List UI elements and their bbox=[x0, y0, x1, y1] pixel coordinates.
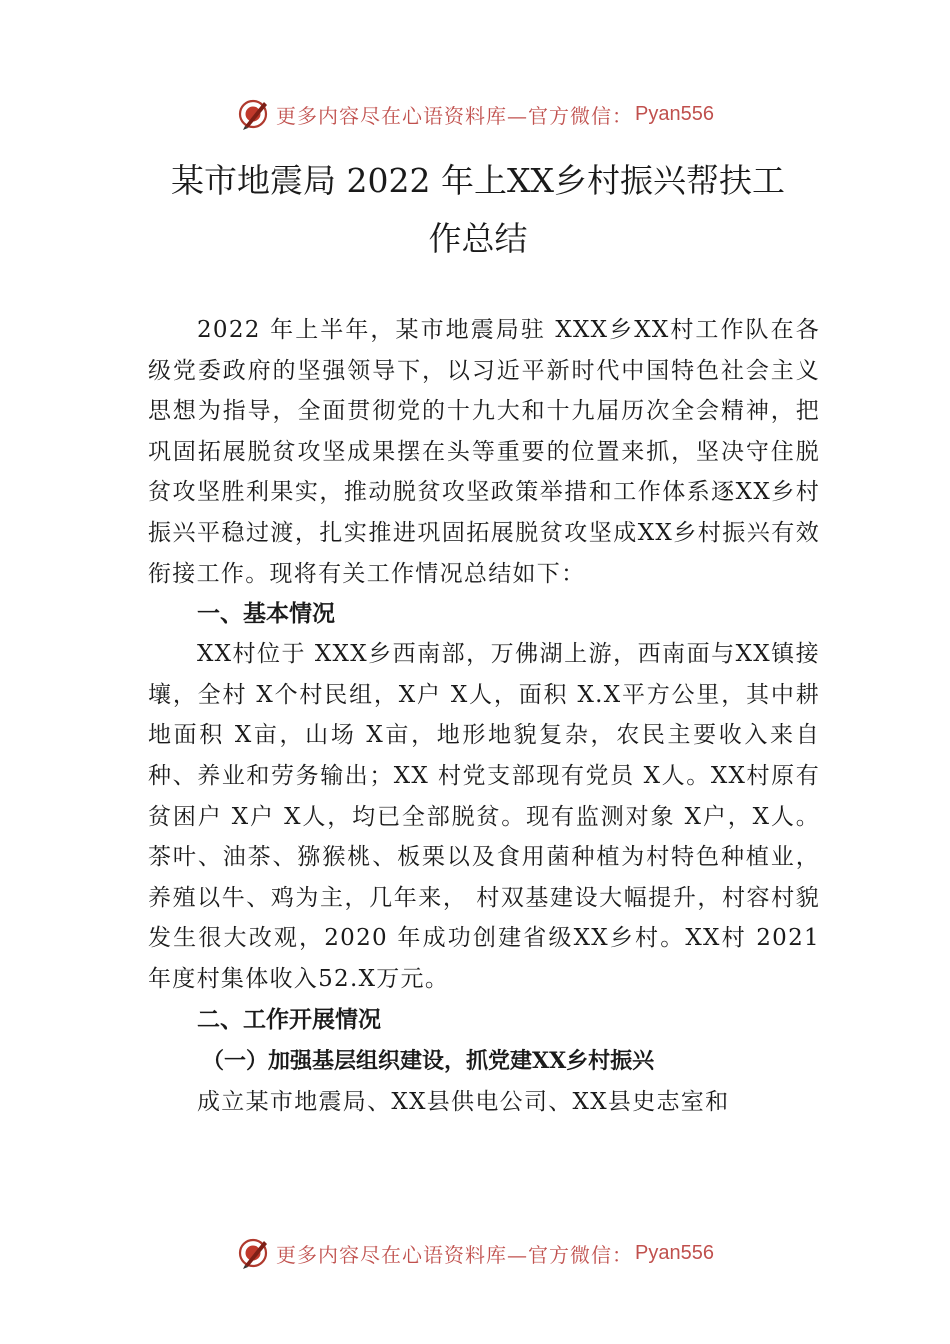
subsection-1-paragraph: 成立某市地震局、XX县供电公司、XX县史志室和 bbox=[197, 1088, 730, 1115]
pen-logo-icon bbox=[236, 96, 272, 132]
subsection-1-heading: （一）加强基层组织建设，抓党建XX乡村振兴 bbox=[202, 1047, 655, 1074]
title-line-2: 作总结 bbox=[428, 219, 528, 258]
document-body bbox=[148, 310, 820, 1122]
section-2-heading: 二、工作开展情况 bbox=[197, 1006, 381, 1033]
title-line-1: 某市地震局 2022 年上XX乡村振兴帮扶工 bbox=[171, 161, 785, 200]
wechat-id: Pyan556 bbox=[635, 102, 714, 125]
watermark-banner-top bbox=[0, 94, 950, 134]
banner-text: 更多内容尽在心语资料库—官方微信： bbox=[276, 103, 634, 128]
document-title bbox=[148, 152, 808, 268]
watermark-banner-bottom bbox=[0, 1233, 950, 1273]
banner-text: 更多内容尽在心语资料库—官方微信： bbox=[276, 1242, 634, 1267]
section-1-heading: 一、基本情况 bbox=[197, 601, 335, 628]
intro-paragraph: 2022 年上半年，某市地震局驻 XXX乡XX村工作队在各级党委政府的坚强领导下，以习近平新时代中国特色社会主义思想为指导，全面贯彻党的十九大和十九届历次全会精神，把巩固拓展脱贫攻坚成果摆在头等重要的位置来抓，坚决守住脱贫攻坚胜利果实，推动脱贫攻坚政策举措和工作体系逐XX乡村振兴平稳过渡，扎实推进巩固拓展脱贫攻坚成XX乡村振兴有效衔接工作。现将有关工作情况总结如下： bbox=[148, 317, 820, 587]
pen-logo-icon bbox=[236, 1235, 272, 1271]
wechat-id: Pyan556 bbox=[635, 1241, 714, 1264]
section-1-paragraph: XX村位于 XXX乡西南部，万佛湖上游，西南面与XX镇接壤，全村 X个村民组，X户 X人，面积 X.X平方公里，其中耕地面积 X亩，山场 X亩，地形地貌复杂，农民主要收入来自种、养业和劳务输出；XX 村党支部现有党员 X人。XX村原有贫困户 X户 X人，均已全部脱贫。现有监测对象 X户，X人。茶叶、油茶、猕猴桃、板栗以及食用菌种植为村特色种植业，养殖以牛、鸡为主，几年来， 村双基建设大幅提升，村容村貌发生很大改观，2020 年成功创建省级XX乡村。XX村 2021 年度村集体收入52.X万元。 bbox=[148, 641, 820, 992]
